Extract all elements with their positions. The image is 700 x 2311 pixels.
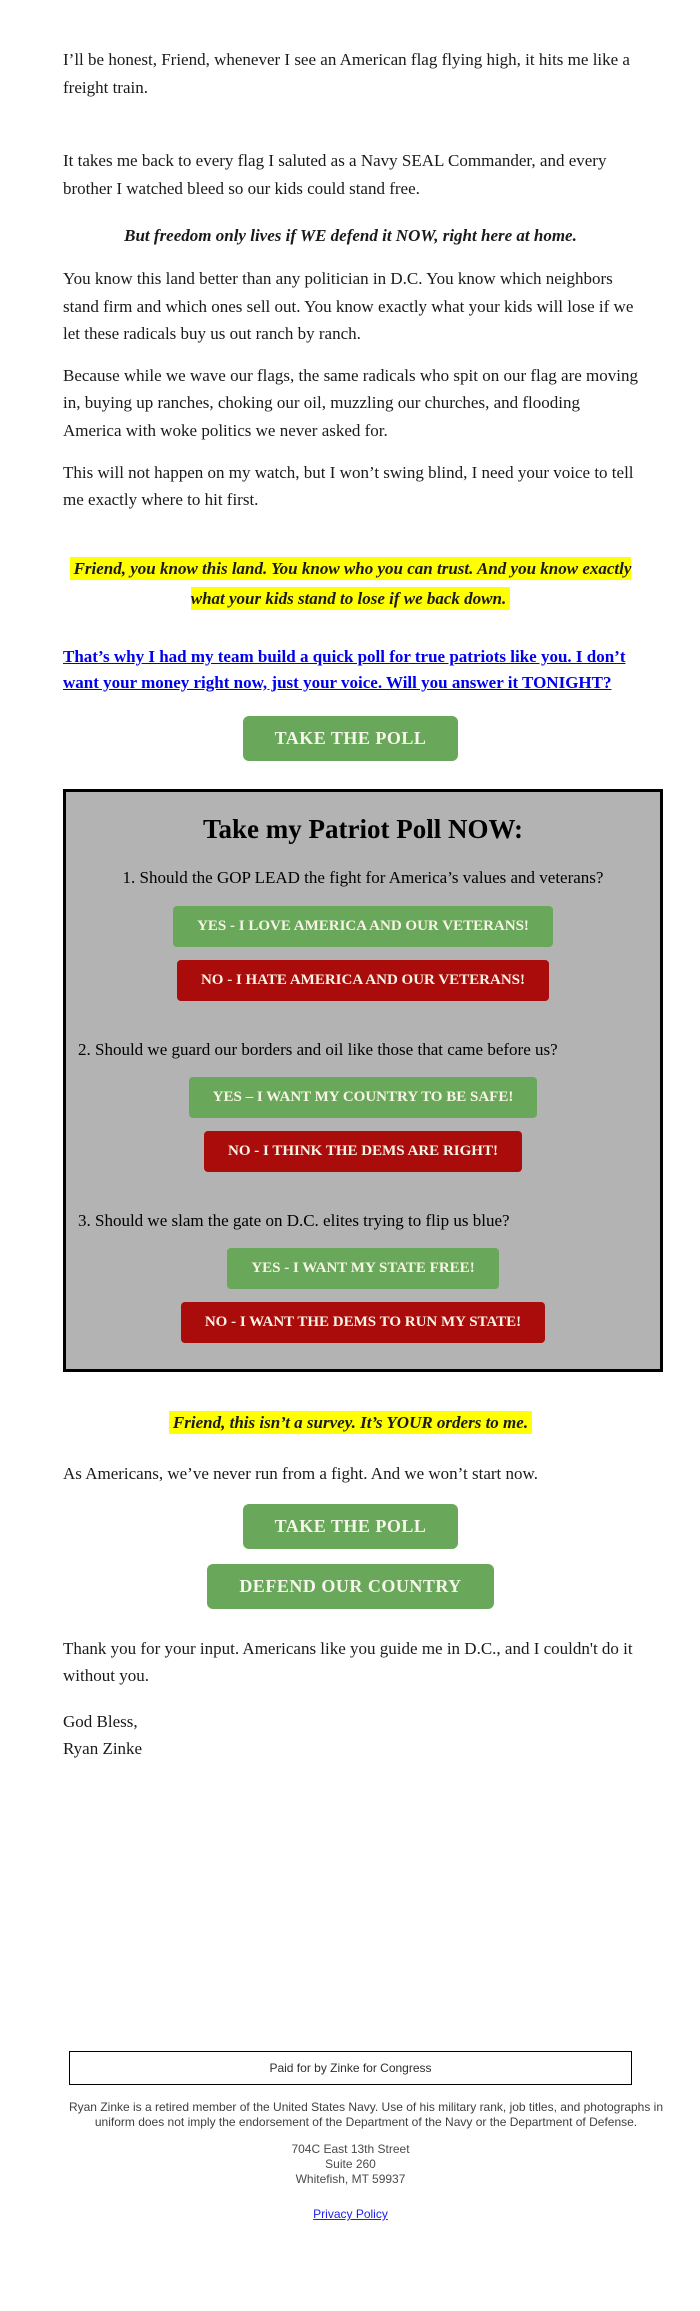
intro-paragraph-1: I’ll be honest, Friend, whenever I see an American flag flying high, it hits me like a freight train. [63,50,630,97]
poll-q2-yes-row [78,1077,648,1118]
intro-paragraph-2: It takes me back to every flag I saluted as a Navy SEAL Commander, and every brother I watched bleed so our kids could stand free. [63,151,607,198]
closing-paragraph-1: As Americans, we’ve never run from a fight. And we won’t start now. [63,1464,538,1484]
intro-paragraph-5: This will not happen on my watch, but I won’t swing blind, I need your voice to tell me exactly where to hit first. [63,462,634,510]
poll-title: Take my Patriot Poll NOW: [203,814,523,845]
poll-q3-yes-row [78,1248,648,1289]
poll-q2-no-row [78,1131,648,1172]
mailing-address [63,2142,638,2187]
defend-country-button-row [63,1564,638,1609]
poll-q3-yes-button[interactable]: YES - I WANT MY STATE FREE! [227,1248,498,1289]
signoff-block [63,1708,638,1763]
poll-q1-yes-button[interactable]: YES - I LOVE AMERICA AND OUR VETERANS! [173,906,553,947]
poll-q1-yes-row [78,906,648,947]
privacy-policy-link[interactable]: Privacy Policy [313,2206,388,2221]
take-poll-button-row-1 [63,716,638,761]
intro-paragraph-4: Because while we wave our flags, the same radicals who spit on our flag are moving in, buying up ranches, choking our oil, muzzling our churches, and flooding America with woke politics we never asked for. [63,365,638,440]
poll-q2-yes-button[interactable]: YES – I WANT MY COUNTRY TO BE SAFE! [189,1077,538,1118]
signoff-god-bless: God Bless, [63,1711,138,1731]
poll-q1-no-row [78,960,648,1001]
address-street: 704C East 13th Street [291,2141,410,2156]
highlighted-text-2: Friend, this isn’t a survey. It’s YOUR orders to me. [169,1411,532,1434]
poll-question-2: 2. Should we guard our borders and oil like those that came before us? [78,1039,558,1059]
highlighted-text-1: Friend, you know this land. You know who you can trust. And you know exactly what your kids stand to lose if we back down. [70,557,632,610]
patriot-poll-box [63,789,663,1372]
address-city-state-zip: Whitefish, MT 59937 [295,2171,406,2186]
highlight-block-1 [63,554,638,614]
email-footer [63,2051,664,2223]
poll-cta-link[interactable]: That’s why I had my team build a quick poll for true patriots like you. I don’t want your money right now, just your voice. Will you answer it TONIGHT? [63,646,626,692]
take-the-poll-button-top[interactable]: TAKE THE POLL [243,716,459,761]
defend-our-country-button[interactable]: DEFEND OUR COUNTRY [207,1564,493,1609]
poll-question-1: 1. Should the GOP LEAD the fight for America’s values and veterans? [122,868,604,888]
poll-q3-no-button[interactable]: NO - I WANT THE DEMS TO RUN MY STATE! [181,1302,545,1343]
address-suite: Suite 260 [325,2156,376,2171]
highlight-block-2 [63,1408,638,1438]
poll-q1-no-button[interactable]: NO - I HATE AMERICA AND OUR VETERANS! [177,960,549,1001]
cta-link-block [63,644,638,697]
poll-question-3: 3. Should we slam the gate on D.C. elites trying to flip us blue? [78,1210,510,1230]
paid-for-disclosure-box: Paid for by Zinke for Congress [69,2051,632,2085]
whitespace-spacer [63,1763,638,2051]
take-the-poll-button-bottom[interactable]: TAKE THE POLL [243,1504,459,1549]
emphasis-line: But freedom only lives if WE defend it NOW, right here at home. [124,226,577,246]
intro-paragraph-3: You know this land better than any politician in D.C. You know which neighbors stand firm and which ones sell out. You know exactly what your kids will lose if we let these radicals buy us out ranch by ranch. [63,269,634,344]
poll-q3-no-row [78,1302,648,1343]
navy-disclaimer-text: Ryan Zinke is a retired member of the United States Navy. Use of his military rank, job titles, and photographs in uniform does not imply the endorsement of the Department of the Navy or the Department of Defense. [68,2099,664,2129]
take-poll-button-row-2 [63,1504,638,1549]
thank-you-paragraph: Thank you for your input. Americans like you guide me in D.C., and I couldn't do it without you. [63,1638,633,1686]
poll-q2-no-button[interactable]: NO - I THINK THE DEMS ARE RIGHT! [204,1131,522,1172]
signoff-ryan-zinke: Ryan Zinke [63,1739,143,1759]
